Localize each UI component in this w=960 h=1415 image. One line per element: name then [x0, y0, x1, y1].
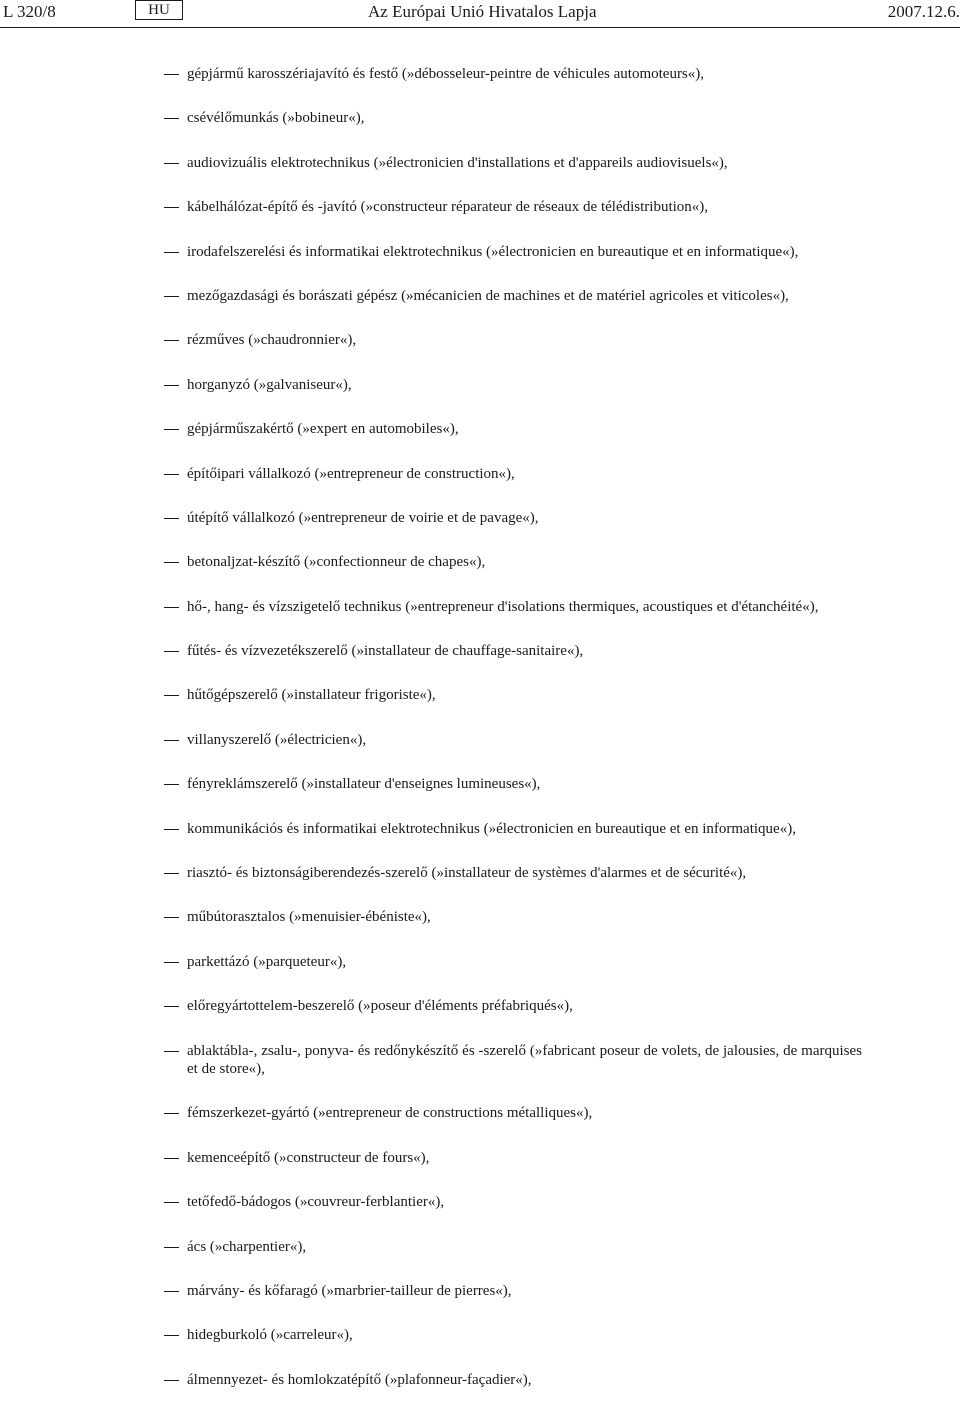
em-dash-bullet	[164, 163, 179, 164]
em-dash-bullet	[164, 1202, 179, 1203]
list-item	[0, 731, 862, 750]
em-dash-bullet	[164, 1006, 179, 1007]
em-dash-bullet	[164, 474, 179, 475]
list-item-text: villanyszerelő (»électricien«),	[187, 731, 367, 748]
list-item-text: csévélőmunkás (»bobineur«),	[187, 110, 365, 127]
list-item	[0, 820, 862, 839]
list-item-text: parkettázó (»parqueteur«),	[187, 953, 347, 970]
list-item	[0, 1282, 862, 1301]
list-item-text: betonaljzat-készítő (»confectionneur de chapes«),	[187, 554, 486, 571]
list-item-text: ablaktábla-, zsalu-, ponyva- és redőnykészítő és -szerelő (»fabricant poseur de volets, de jalousies, de marquises et de store«),	[187, 1042, 862, 1078]
em-dash-bullet	[164, 118, 179, 119]
list-item	[0, 1326, 862, 1345]
header-divider	[0, 27, 960, 28]
list-item-text: álmennyezet- és homlokzatépítő (»plafonneur-façadier«),	[187, 1371, 532, 1388]
list-item	[0, 775, 862, 794]
list-item-text: horganyzó (»galvaniseur«),	[187, 376, 352, 393]
em-dash-bullet	[164, 651, 179, 652]
list-item-text: audiovizuális elektrotechnikus (»électronicien d'installations et d'appareils audiovisuels«),	[187, 154, 728, 171]
em-dash-bullet	[164, 296, 179, 297]
em-dash-bullet	[164, 340, 179, 341]
em-dash-bullet	[164, 917, 179, 918]
em-dash-bullet	[164, 740, 179, 741]
list-item-text: irodafelszerelési és informatikai elektrotechnikus (»électronicien en bureautique et en informatique«),	[187, 243, 799, 260]
list-item	[0, 376, 862, 395]
em-dash-bullet	[164, 784, 179, 785]
list-item-text: útépítő vállalkozó (»entrepreneur de voirie et de pavage«),	[187, 509, 539, 526]
list-item	[0, 287, 862, 306]
list-item	[0, 1238, 862, 1257]
list-item	[0, 243, 862, 262]
list-item	[0, 154, 862, 173]
em-dash-bullet	[164, 1380, 179, 1381]
em-dash-bullet	[164, 252, 179, 253]
list-item-text: gépjárműszakértő (»expert en automobiles«),	[187, 421, 459, 438]
list-item-text: kábelhálózat-építő és -javító (»constructeur réparateur de réseaux de télédistribution«),	[187, 199, 709, 216]
list-item	[0, 1042, 862, 1079]
list-item	[0, 598, 862, 617]
list-item	[0, 465, 862, 484]
list-item-text: riasztó- és biztonságiberendezés-szerelő (»installateur de systèmes d'alarmes et de sécurité«),	[187, 865, 747, 882]
page-reference: L 320/8	[3, 2, 56, 21]
list-item-text: rézműves (»chaudronnier«),	[187, 332, 357, 349]
list-item	[0, 1193, 862, 1212]
list-item	[0, 908, 862, 927]
em-dash-bullet	[164, 1113, 179, 1114]
list-item-text: építőipari vállalkozó (»entrepreneur de construction«),	[187, 465, 515, 482]
em-dash-bullet	[164, 1291, 179, 1292]
list-item	[0, 109, 862, 128]
list-item-text: márvány- és kőfaragó (»marbrier-tailleur de pierres«),	[187, 1283, 512, 1300]
occupation-list	[0, 65, 960, 1415]
list-item-text: fémszerkezet-gyártó (»entrepreneur de constructions métalliques«),	[187, 1105, 593, 1122]
list-item-text: gépjármű karosszériajavító és festő (»débosseleur-peintre de véhicules automoteurs«),	[187, 66, 705, 82]
em-dash-bullet	[164, 518, 179, 519]
em-dash-bullet	[164, 74, 179, 75]
list-item-text: hidegburkoló (»carreleur«),	[187, 1327, 353, 1344]
list-item	[0, 420, 862, 439]
em-dash-bullet	[164, 385, 179, 386]
list-item	[0, 997, 862, 1016]
list-item-text: mezőgazdasági és borászati gépész (»mécanicien de machines et de matériel agricoles et viticoles«),	[187, 287, 789, 304]
list-item	[0, 553, 862, 572]
em-dash-bullet	[164, 207, 179, 208]
list-item	[0, 1104, 862, 1123]
em-dash-bullet	[164, 607, 179, 608]
list-item	[0, 1149, 862, 1168]
list-item-text: kemenceépítő (»constructeur de fours«),	[187, 1149, 430, 1166]
list-item-text: előregyártottelem-beszerelő (»poseur d'éléments préfabriqués«),	[187, 998, 573, 1015]
journal-title: Az Európai Unió Hivatalos Lapja	[368, 2, 597, 21]
list-item	[0, 65, 862, 84]
list-item	[0, 509, 862, 528]
list-item-text: fűtés- és vízvezetékszerelő (»installateur de chauffage-sanitaire«),	[187, 643, 584, 660]
list-item	[0, 642, 862, 661]
em-dash-bullet	[164, 1247, 179, 1248]
list-item-text: műbútorasztalos (»menuisier-ébéniste«),	[187, 909, 431, 926]
em-dash-bullet	[164, 429, 179, 430]
list-item	[0, 1371, 862, 1390]
list-item-text: hűtőgépszerelő (»installateur frigoriste«),	[187, 687, 436, 704]
page-header	[0, 0, 960, 26]
list-item	[0, 686, 862, 705]
em-dash-bullet	[164, 695, 179, 696]
em-dash-bullet	[164, 873, 179, 874]
list-item-text: fényreklámszerelő (»installateur d'enseignes lumineuses«),	[187, 776, 541, 793]
list-item	[0, 864, 862, 883]
list-item	[0, 953, 862, 972]
list-item	[0, 331, 862, 350]
em-dash-bullet	[164, 1335, 179, 1336]
em-dash-bullet	[164, 562, 179, 563]
list-item-text: hő-, hang- és vízszigetelő technikus (»entrepreneur d'isolations thermiques, acoustiques et d'étanchéité«),	[187, 598, 819, 615]
list-item-text: ács (»charpentier«),	[187, 1238, 307, 1255]
language-code-box: HU	[135, 0, 183, 20]
list-item-text: tetőfedő-bádogos (»couvreur-ferblantier«),	[187, 1194, 445, 1211]
em-dash-bullet	[164, 829, 179, 830]
list-item-text: kommunikációs és informatikai elektrotechnikus (»électronicien en bureautique et en informatique«),	[187, 820, 796, 837]
em-dash-bullet	[164, 1158, 179, 1159]
publication-date: 2007.12.6.	[887, 2, 960, 21]
list-item	[0, 198, 862, 217]
em-dash-bullet	[164, 1051, 179, 1052]
em-dash-bullet	[164, 962, 179, 963]
